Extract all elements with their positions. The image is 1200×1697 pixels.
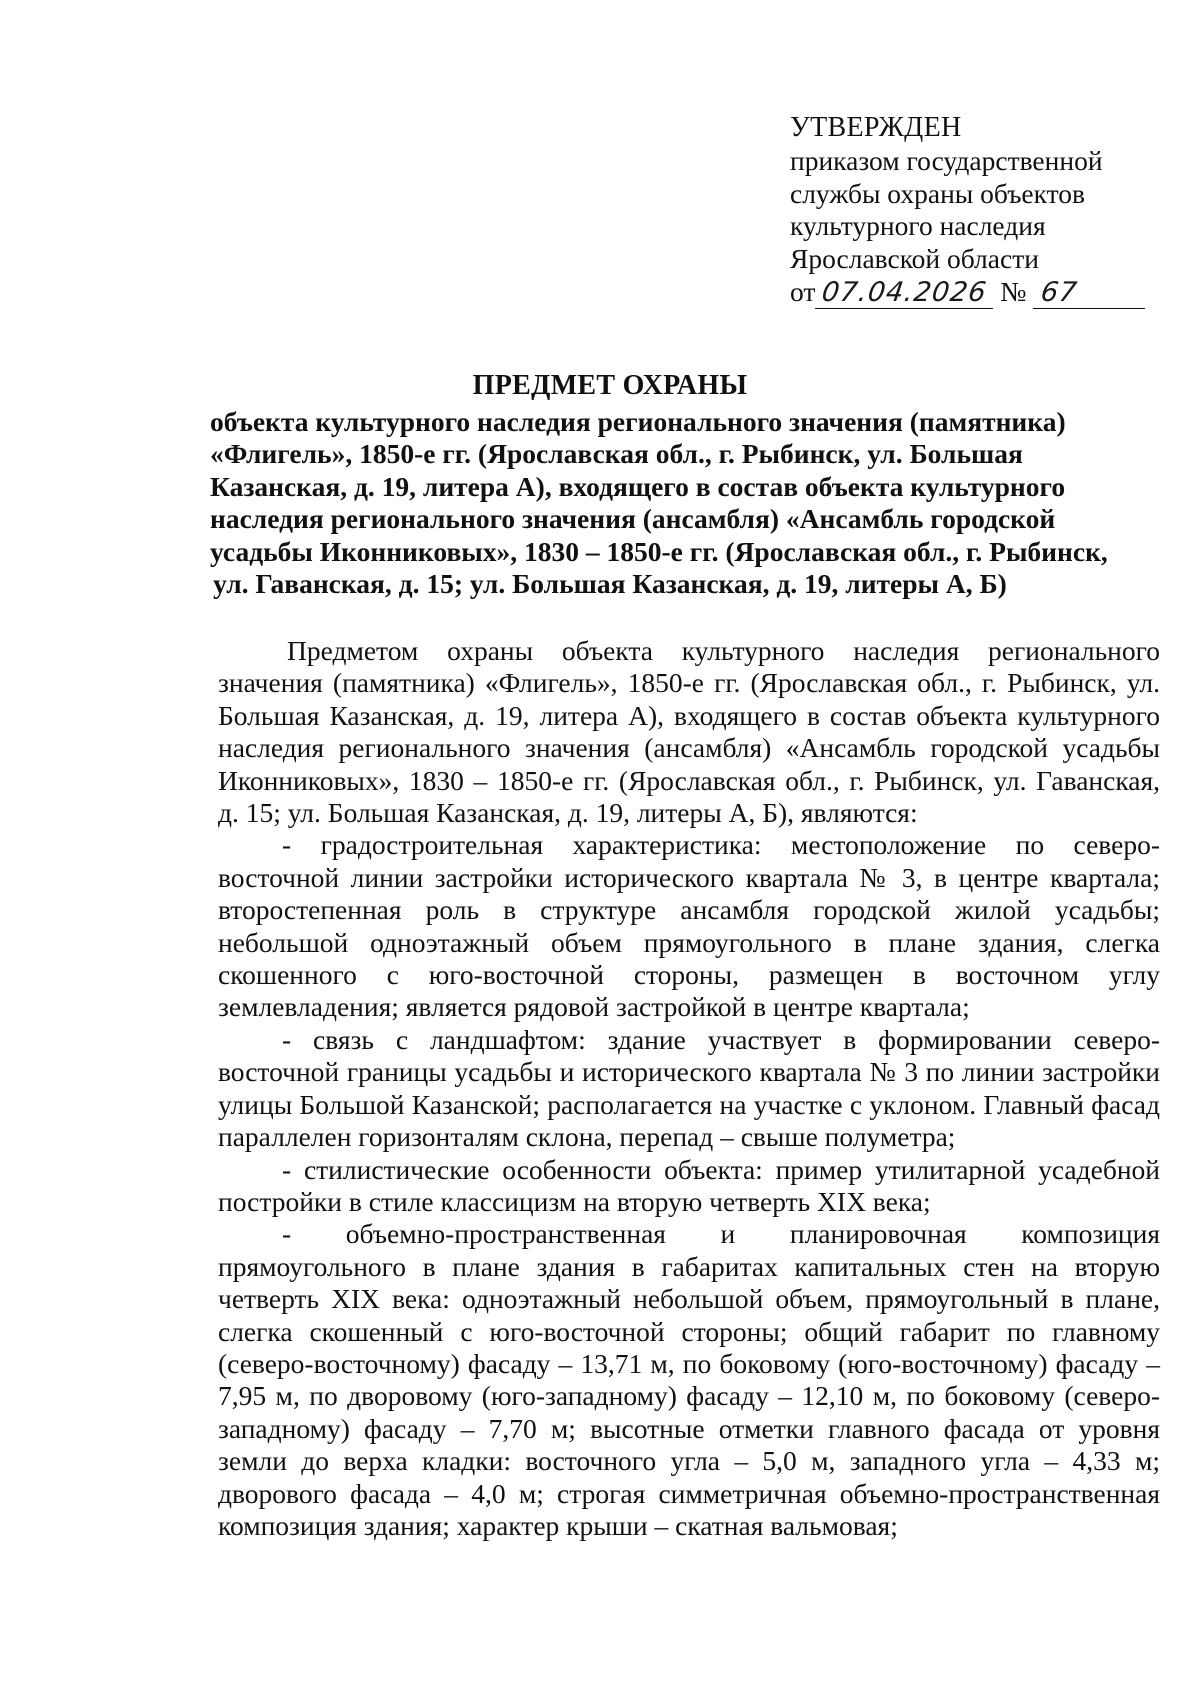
protection-item-urban-planning: - градостроительная характеристика: местоположение по северо-восточной линии застройки исторического квартала № 3, в центре квартала; второстепенная роль в структуре ансамбля городской жилой усадьбы; небольшой одноэтажный объем прямоугольного в плане здания, слегка скошенного с юго-восточной стороны, размещен в восточном углу землевладения; является рядовой застройкой в центре квартала; <box>218 829 1160 1023</box>
order-number-handwritten: 67 <box>1039 276 1081 308</box>
protection-item-style: - стилистические особенности объекта: пример утилитарной усадебной постройки в стиле классицизм на вторую четверть XIX века; <box>218 1153 1160 1217</box>
order-date-field <box>815 277 993 309</box>
heading-subtitle-line: «Флигель», 1850-е гг. (Ярославская обл., г. Рыбинск, ул. Большая <box>210 438 1023 469</box>
approval-line: службы охраны объектов <box>790 177 1086 209</box>
order-number-field <box>1033 277 1145 309</box>
heading-subtitle-line: Казанская, д. 19, литера А), входящего в состав объекта культурного <box>210 470 1066 502</box>
heading-subtitle-line: объекта культурного наследия регионального значения (памятника) <box>210 405 1066 437</box>
approval-line: Ярославской области <box>790 243 1039 275</box>
protection-item-composition: - объемно-пространственная и планировочная композиция прямоугольного в плане здания в габаритах капитальных стен на вторую четверть XIX века: одноэтажный небольшой объем, прямоугольный в плане, слегка скошенный с юго-восточной стороны; общий габарит по главному (северо-восточному) фасаду – 13,71 м, по боковому (юго-восточному) фасаду – 7,95 м, по дворовому (юго-западному) фасаду – 12,10 м, по боковому (северо-западному) фасаду – 7,70 м; высотные отметки главного фасада от уровня земли до верха кладки: восточного угла – 5,0 м, западного угла – 4,33 м; дворового фасада – 4,0 м; строгая симметричная объемно-пространственная композиция здания; характер крыши – скатная вальмовая; <box>218 1218 1160 1541</box>
intro-paragraph: Предметом охраны объекта культурного наследия регионального значения (памятника) «Флигель», 1850-е гг. (Ярославская обл., г. Рыбинск, ул. Большая Казанская, д. 19, литера А), входящего в состав объекта культурного наследия регионального значения (ансамбля) «Ансамбль городской усадьбы Иконниковых», 1830 – 1850-е гг. (Ярославская обл., г. Рыбинск, ул. Гаванская, д. 15; ул. Большая Казанская, д. 19, литеры А, Б), являются: <box>218 635 1160 829</box>
approval-line: приказом государственной <box>790 144 1103 176</box>
approval-line: культурного наследия <box>790 210 1046 242</box>
heading-subtitle-line: усадьбы Иконниковых», 1830 – 1850-е гг. (Ярославская обл., г. Рыбинск, <box>210 535 1108 567</box>
protection-item-landscape: - связь с ландшафтом: здание участвует в формировании северо-восточной границы усадьбы и исторического квартала № 3 по линии застройки улицы Большой Казанской; располагается на участке с уклоном. Главный фасад параллелен горизонталям склона, перепад – свыше полуметра; <box>218 1023 1160 1153</box>
document-body <box>218 635 1160 1542</box>
approval-stamp-block <box>790 112 1150 309</box>
date-prefix: от <box>790 275 816 307</box>
number-label: № <box>1000 275 1027 307</box>
approval-date-row <box>790 276 1150 309</box>
document-heading <box>210 370 1108 601</box>
order-date-handwritten: 07.04.2026 <box>820 276 989 308</box>
document-title: ПРЕДМЕТ ОХРАНЫ <box>472 370 748 401</box>
heading-subtitle-line: наследия регионального значения (ансамбля) «Ансамбль городской <box>210 503 1056 534</box>
heading-subtitle-line: ул. Гаванская, д. 15; ул. Большая Казанская, д. 19, литеры А, Б) <box>213 568 1007 599</box>
approval-title: УТВЕРЖДЕН <box>790 112 962 143</box>
